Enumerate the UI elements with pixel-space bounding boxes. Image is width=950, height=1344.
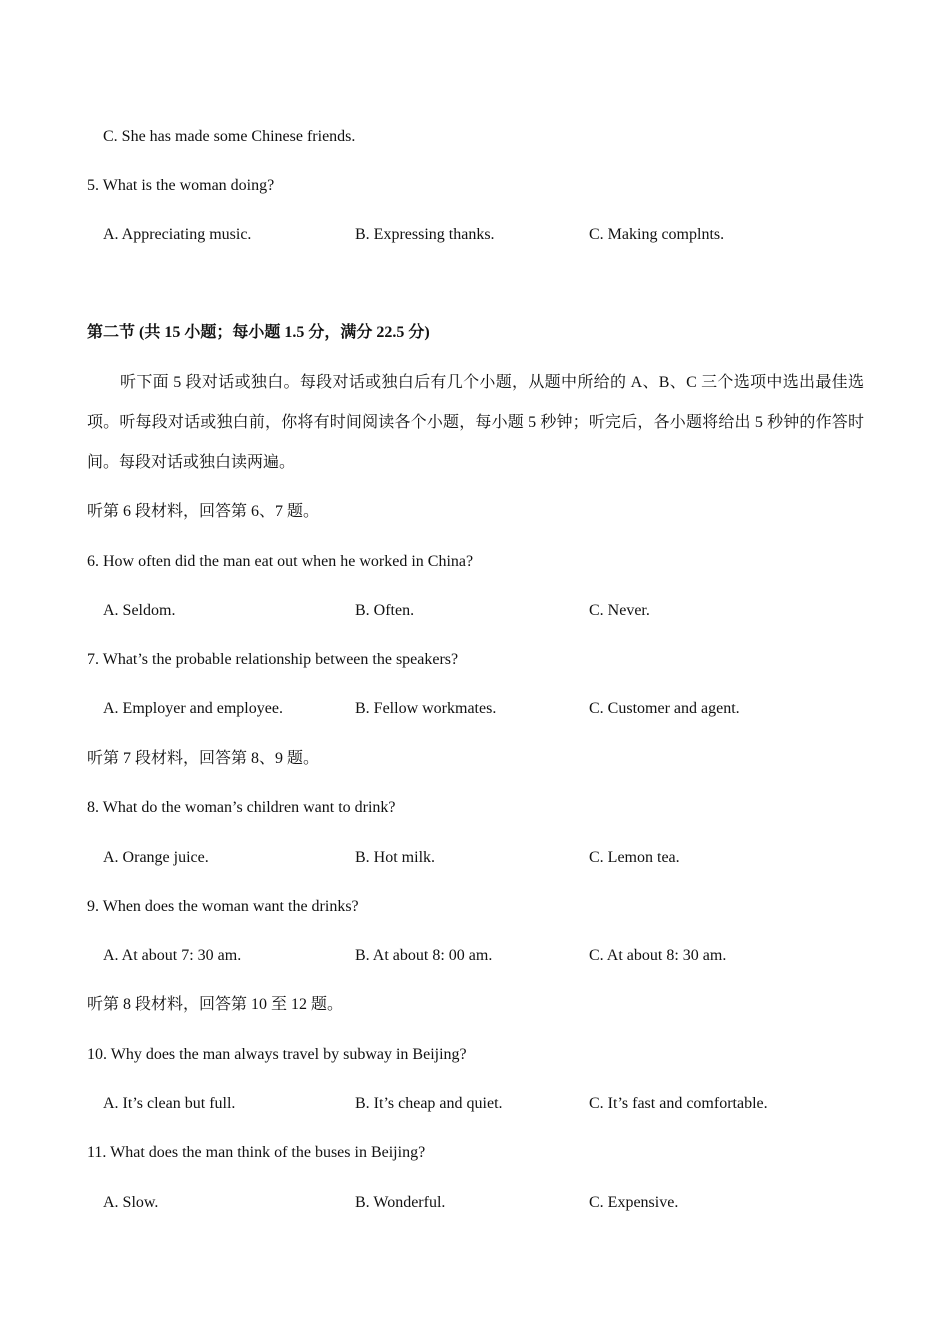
q4-options [0, 127, 950, 147]
section-instructions: 听下面 5 段对话或独白。每段对话或独白后有几个小题，从题中所给的 A、B、C 三个选项中选出最佳选项。听每段对话或独白前，你将有时间阅读各个小题，每小题 5 秒钟；听完后，各小题将给出 5 秒钟的作答时间。每段对话或独白读两遍。 [87, 374, 864, 471]
q7-option-b: B. Fellow workmates. [355, 700, 497, 717]
q11-option-a: A. Slow. [103, 1194, 159, 1211]
q7-option-c: C. Customer and agent. [589, 700, 740, 717]
q8-option-b: B. Hot milk. [355, 849, 436, 866]
q6-options [0, 601, 950, 621]
q11-option-c: C. Expensive. [589, 1194, 679, 1211]
q7-question: 7. What’s the probable relationship between the speakers? [87, 651, 459, 668]
q7-option-a: A. Employer and employee. [103, 700, 283, 717]
q5-option-c: C. Making complnts. [589, 226, 725, 243]
q8-options [0, 848, 950, 868]
q8-option-a: A. Orange juice. [103, 849, 209, 866]
q10-question: 10. Why does the man always travel by subway in Beijing? [87, 1046, 467, 1063]
q11-option-b: B. Wonderful. [355, 1194, 446, 1211]
section-heading: 第二节 (共 15 小题；每小题 1.5 分，满分 22.5 分) [87, 324, 430, 341]
q9-options [0, 946, 950, 966]
q5-options [0, 225, 950, 245]
q10-option-c: C. It’s fast and comfortable. [589, 1095, 768, 1112]
material-7-label: 听第 7 段材料，回答第 8、9 题。 [87, 750, 320, 767]
q9-option-a: A. At about 7: 30 am. [103, 947, 242, 964]
q4-option-c: C. She has made some Chinese friends. [103, 128, 356, 145]
material-8-label: 听第 8 段材料，回答第 10 至 12 题。 [87, 996, 344, 1013]
q6-option-a: A. Seldom. [103, 602, 176, 619]
q11-options [0, 1193, 950, 1213]
q6-question: 6. How often did the man eat out when he worked in China? [87, 553, 474, 570]
q5-question: 5. What is the woman doing? [87, 177, 275, 194]
q5-option-b: B. Expressing thanks. [355, 226, 495, 243]
material-6-label: 听第 6 段材料，回答第 6、7 题。 [87, 503, 320, 520]
q9-option-c: C. At about 8: 30 am. [589, 947, 727, 964]
q10-option-a: A. It’s clean but full. [103, 1095, 236, 1112]
q10-options [0, 1094, 950, 1114]
q11-question: 11. What does the man think of the buses in Beijing? [87, 1144, 426, 1161]
q8-question: 8. What do the woman’s children want to drink? [87, 799, 396, 816]
q6-option-c: C. Never. [589, 602, 650, 619]
q10-option-b: B. It’s cheap and quiet. [355, 1095, 503, 1112]
q6-option-b: B. Often. [355, 602, 415, 619]
q9-option-b: B. At about 8: 00 am. [355, 947, 493, 964]
q8-option-c: C. Lemon tea. [589, 849, 680, 866]
q7-options [0, 699, 950, 719]
q9-question: 9. When does the woman want the drinks? [87, 898, 359, 915]
q5-option-a: A. Appreciating music. [103, 226, 252, 243]
